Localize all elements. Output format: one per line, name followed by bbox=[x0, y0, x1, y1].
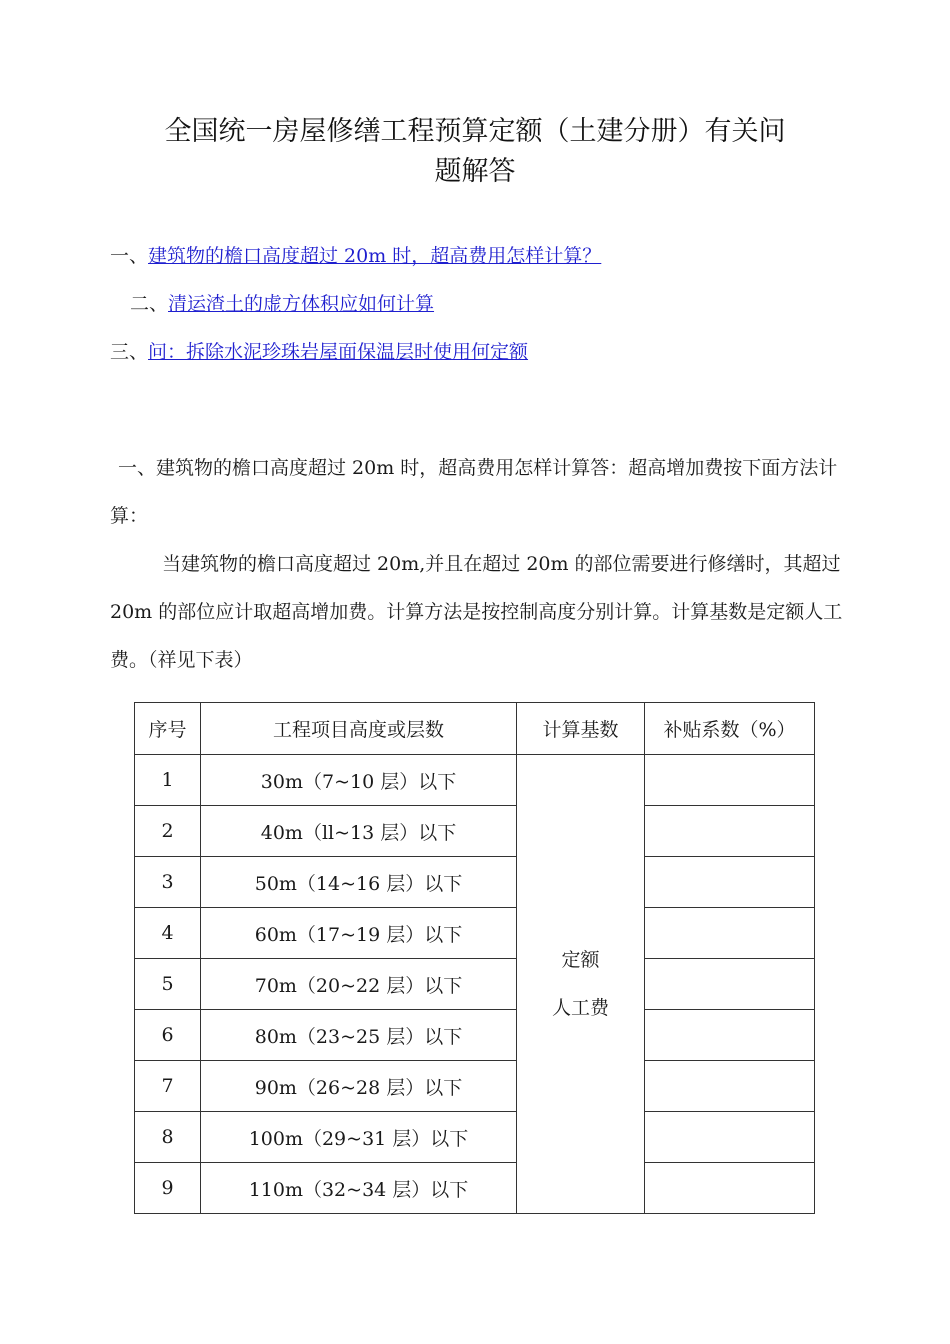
table-row bbox=[135, 908, 815, 959]
table-row bbox=[135, 806, 815, 857]
row-item: 30m（7~10 层）以下 bbox=[201, 755, 517, 806]
header-basis: 计算基数 bbox=[517, 703, 645, 755]
table-row bbox=[135, 1112, 815, 1163]
basis-line-1: 定额 bbox=[561, 949, 600, 971]
title-line-2: 题解答 bbox=[434, 156, 516, 187]
row-no: 4 bbox=[135, 908, 201, 959]
header-no: 序号 bbox=[135, 703, 201, 755]
table-row bbox=[135, 857, 815, 908]
basis-cell bbox=[517, 755, 645, 1214]
table-row bbox=[135, 959, 815, 1010]
row-coefficient bbox=[645, 755, 815, 806]
section-1-heading: 一、建筑物的檐口高度超过 20m 时，超高费用怎样计算答：超高增加费按下面方法计算： bbox=[110, 457, 838, 527]
header-coefficient: 补贴系数（%） bbox=[645, 703, 815, 755]
row-coefficient bbox=[645, 857, 815, 908]
row-item: 60m（17~19 层）以下 bbox=[201, 908, 517, 959]
title-line-1: 全国统一房屋修缮工程预算定额（土建分册）有关问 bbox=[164, 116, 786, 147]
table-header-row bbox=[135, 703, 815, 755]
row-no: 5 bbox=[135, 959, 201, 1010]
row-item: 90m（26~28 层）以下 bbox=[201, 1061, 517, 1112]
row-item: 80m（23~25 层）以下 bbox=[201, 1010, 517, 1061]
row-no: 1 bbox=[135, 755, 201, 806]
toc-link-2[interactable]: 清运渣土的虚方体积应如何计算 bbox=[168, 293, 435, 315]
table-row bbox=[135, 755, 815, 806]
header-item: 工程项目高度或层数 bbox=[201, 703, 517, 755]
row-coefficient bbox=[645, 959, 815, 1010]
toc-number: 二、 bbox=[130, 293, 169, 315]
toc-number: 三、 bbox=[110, 341, 149, 363]
table-row bbox=[135, 1163, 815, 1214]
toc-item-2 bbox=[130, 291, 434, 317]
row-item: 40m（ll~13 层）以下 bbox=[201, 806, 517, 857]
toc-link-1[interactable]: 建筑物的檐口高度超过 20m 时，超高费用怎样计算？ bbox=[148, 245, 602, 267]
row-no: 2 bbox=[135, 806, 201, 857]
row-no: 6 bbox=[135, 1010, 201, 1061]
row-coefficient bbox=[645, 908, 815, 959]
row-no: 7 bbox=[135, 1061, 201, 1112]
row-no: 8 bbox=[135, 1112, 201, 1163]
row-no: 3 bbox=[135, 857, 201, 908]
row-coefficient bbox=[645, 1010, 815, 1061]
row-coefficient bbox=[645, 806, 815, 857]
row-coefficient bbox=[645, 1112, 815, 1163]
section-1-paragraph: 当建筑物的檐口高度超过 20m,并且在超过 20m 的部位需要进行修缮时，其超过 20m 的部位应计取超高增加费。计算方法是按控制高度分别计算。计算基数是定额人工费。（祥见下表） bbox=[110, 553, 843, 671]
toc-item-3 bbox=[110, 339, 528, 365]
row-no: 9 bbox=[135, 1163, 201, 1214]
surcharge-table bbox=[134, 702, 815, 1214]
row-coefficient bbox=[645, 1061, 815, 1112]
row-item: 70m（20~22 层）以下 bbox=[201, 959, 517, 1010]
table-row bbox=[135, 1010, 815, 1061]
basis-line-2: 人工费 bbox=[551, 997, 609, 1019]
row-item: 100m（29~31 层）以下 bbox=[201, 1112, 517, 1163]
toc-item-1 bbox=[110, 243, 601, 269]
row-item: 110m（32~34 层）以下 bbox=[201, 1163, 517, 1214]
toc-link-3[interactable]: 问：拆除水泥珍珠岩屋面保温层时使用何定额 bbox=[148, 341, 529, 363]
table-row bbox=[135, 1061, 815, 1112]
row-item: 50m（14~16 层）以下 bbox=[201, 857, 517, 908]
row-coefficient bbox=[645, 1163, 815, 1214]
toc-number: 一、 bbox=[110, 245, 149, 267]
document-title bbox=[100, 112, 850, 192]
